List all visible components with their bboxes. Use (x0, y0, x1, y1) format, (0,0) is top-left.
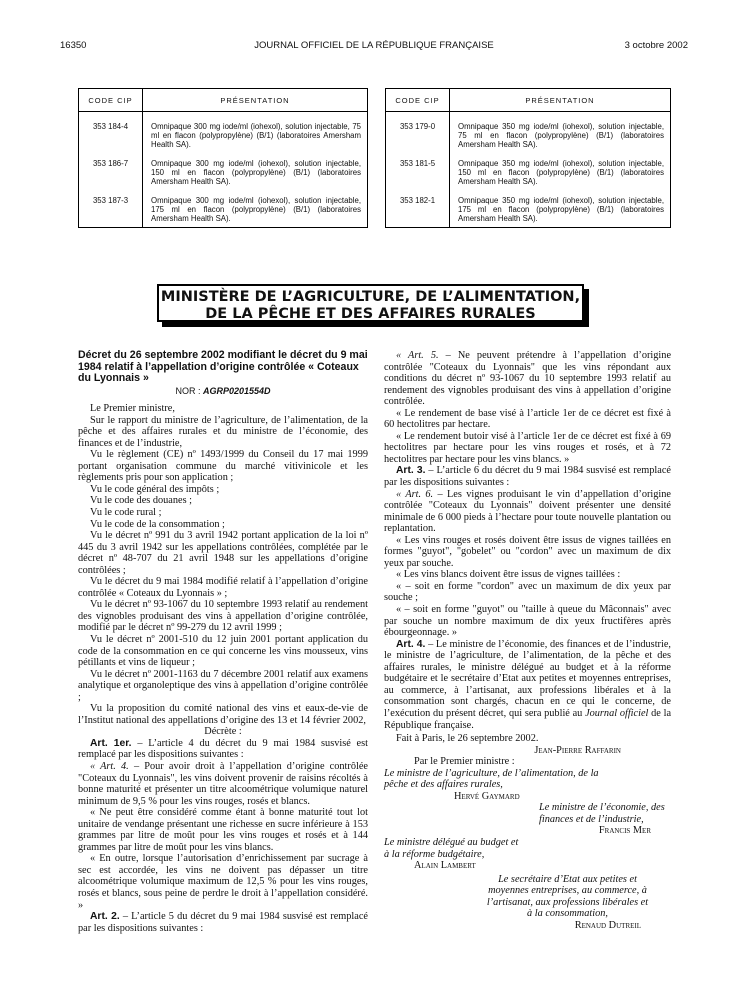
paragraph: Vu le décret nº 2001-1163 du 7 décembre 2001 relatif aux examens analytique et organoleptique des vins à appellation d’origine contrôlée ; (78, 668, 368, 703)
fait-a-paris: Fait à Paris, le 26 septembre 2002. (396, 733, 539, 745)
paragraph: « Le rendement butoir visé à l’article 1er de ce décret est fixé à 69 hectolitres par hectare pour les vins rouges et rosés, et à 72 hectolitres par hectare pour les vins blancs. » (384, 430, 671, 465)
signature-pm: Jean-Pierre Raffarin (534, 744, 621, 756)
signatory-title: Le ministre délégué au budget et à la réforme budgétaire, (384, 836, 519, 860)
paragraph: « Les vins rouges et rosés doivent être issus de vignes taillées en formes "guyot", "gobelet" ou "cordon" avec un maximum de dix yeux par souche. (384, 534, 671, 569)
paragraph: Vu le code des douanes ; (90, 495, 193, 507)
page-header (60, 40, 688, 54)
paragraph: « – soit en forme "cordon" avec un maximum de dix yeux par souche ; (384, 580, 671, 604)
cip-table-right (385, 88, 671, 228)
signatory-title: Le secrétaire d’Etat aux petites et moyennes entreprises, au commerce, à l’artisanat, aux professions libérales et à la consommation, (486, 873, 649, 920)
column-header-code: CODE CIP (386, 89, 450, 112)
paragraph: Vu la proposition du comité national des vins et eaux-de-vie de l’Institut national des appellations d’origine des 13 et 14 février 2002, (78, 703, 368, 726)
issue-date: 3 octobre 2002 (624, 40, 688, 51)
paragraph: « Les vins blancs doivent être issus de vignes taillées : (396, 569, 621, 581)
paragraph: Vu le décret nº 93-1067 du 10 septembre 1993 relatif au rendement des vignobles produisant des vins à appellation d’origine contrôlée, modifié par le décret nº 99-279 du 12 avril 1999 ; (78, 599, 368, 634)
cip-table-left (78, 88, 368, 228)
paragraph: Sur le rapport du ministre de l’agriculture, de l’alimentation, de la pêche et des affaires rurales et du ministre de l’économie, des finances et de l’industrie, (78, 414, 368, 449)
table-row: 353 179-0 Omnipaque 350 mg iode/ml (iohexol), solution injectable, 75 ml en flacon (polypropylène) (B/1) (laboratoires Amersham Health SA). (386, 112, 671, 150)
signatory-title: Le ministre de l’agriculture, de l’alimentation, de la pêche et des affaires rurales, (384, 767, 599, 791)
table-row: 353 187-3 Omnipaque 300 mg iode/ml (iohexol), solution injectable, 175 ml en flacon (polypropylène) (B/1) (laboratoires Amersham Health SA). (79, 186, 368, 228)
table-row: 353 181-5 Omnipaque 350 mg iode/ml (iohexol), solution injectable, 150 ml en flacon (polypropylène) (B/1) (laboratoires Amersham Health SA). (386, 149, 671, 186)
article-4-execution: Art. 4. – Le ministre de l’économie, des finances et de l’industrie, le ministre de l’agriculture, de l’alimentation, de la pêche et des affaires rurales, le ministre délégué au budget et à la réforme budgétaire et le secrétaire d’Etat aux petites et moyennes entreprises, au commerce, à l’artisanat, aux professions libérales et à la consommation sont chargés, chacun en ce qui le concerne, de l’exécution du présent décret, qui sera publié au Journal officiel de la République française. (384, 638, 672, 731)
signature-budget: Alain Lambert (414, 860, 476, 872)
signatory-title: Le ministre de l’économie, des finances et de l’industrie, (539, 802, 665, 825)
right-column (384, 350, 671, 931)
ministry-heading: MINISTÈRE DE L’AGRICULTURE, DE L’ALIMENTATION, DE LA PÊCHE ET DES AFFAIRES RURALES (157, 284, 584, 322)
signature-agriculture: Hervé Gaymard (454, 790, 520, 802)
table-row: 353 186-7 Omnipaque 300 mg iode/ml (iohexol), solution injectable, 150 ml en flacon (polypropylène) (B/1) (laboratoires Amersham Health SA). (79, 149, 368, 186)
column-header-presentation: PRÉSENTATION (143, 89, 368, 112)
table-row: 353 182-1 Omnipaque 350 mg iode/ml (iohexol), solution injectable, 175 ml en flacon (polypropylène) (B/1) (laboratoires Amersham Health SA). (386, 186, 671, 228)
paragraph: « Le rendement de base visé à l’article 1er de ce décret est fixé à 60 hectolitres par hectare. (384, 407, 671, 431)
article-4-quoted: « Art. 4. – Pour avoir droit à l’appellation d’origine contrôlée "Coteaux du Lyonnais", les vins doivent provenir de raisins récoltés à bonne maturité et présenter un titre alcoométrique volumique naturel minimum de 9,5 % pour les vins rouges, rosés et blancs. (78, 761, 368, 807)
paragraph: Vu le code général des impôts ; (90, 483, 220, 495)
nor-reference: NOR : AGRP0201554D (175, 385, 271, 396)
paragraph: Vu le code rural ; (90, 506, 162, 518)
article-2: Art. 2. – L’article 5 du décret du 9 mai 1984 susvisé est remplacé par les dispositions suivantes : (78, 911, 369, 934)
table-row: 353 184-4 Omnipaque 300 mg iode/ml (iohexol), solution injectable, 75 ml en flacon (polypropylène) (B/1) (laboratoires Amersham Health SA). (79, 112, 368, 150)
decrete-line: Décrète : (204, 726, 242, 738)
article-1: Art. 1er. – L’article 4 du décret du 9 mai 1984 susvisé est remplacé par les dispositions suivantes : (78, 737, 368, 761)
paragraph: « – soit en forme "guyot" ou "taille à queue du Mâconnais" avec par souche un nombre maximum de dix yeux fructifères après ébourgeonnage. » (384, 604, 671, 639)
paragraph: Vu le code de la consommation ; (90, 518, 225, 530)
journal-title: JOURNAL OFFICIEL DE LA RÉPUBLIQUE FRANÇAISE (254, 40, 494, 51)
paragraph: « En outre, lorsque l’autorisation d’enrichissement par sucrage à sec est accordée, les vins ne doivent pas dépasser un titre alcoométrique volumique maximum de 12,5 % pour les vins rouges, rosés et blancs, sous peine de perdre le droit à l’appellation considéré. » (78, 853, 368, 911)
paragraph: Vu le décret nº 991 du 3 avril 1942 portant application de la loi nº 445 du 3 avril 1942 sur les appellations contrôlées, complétée par le décret nº 48-707 du 21 avril 1948 sur les appellations d’origine contrôlées ; (78, 530, 368, 576)
par-le-premier-ministre: Par le Premier ministre : (414, 756, 515, 768)
paragraph: Le Premier ministre, (90, 403, 175, 415)
paragraph: Vu le règlement (CE) nº 1493/1999 du Conseil du 17 mai 1999 portant organisation commune du marché vitivinicole et les règlements pris pour son application ; (78, 449, 368, 484)
article-3: Art. 3. – L’article 6 du décret du 9 mai 1984 susvisé est remplacé par les dispositions suivantes : (384, 465, 671, 489)
column-header-presentation: PRÉSENTATION (450, 89, 671, 112)
signature-secretaire: Renaud Dutreil (574, 919, 641, 931)
paragraph: Vu le décret nº 2001-510 du 12 juin 2001 portant application du code de la consommation en ce qui concerne les vins mousseux, vins pétillants et vins de liqueur ; (78, 633, 368, 669)
column-header-code: CODE CIP (79, 89, 143, 112)
signature-economie: Francis Mer (598, 825, 651, 837)
left-column (78, 350, 368, 934)
page-number: 16350 (60, 40, 87, 51)
paragraph: « Ne peut être considéré comme étant à bonne maturité tout lot unitaire de vendange présentant une richesse en sucre inférieure à 153 grammes par litre de moût pour les vins rouges et rosés et à 144 grammes par litre de moût pour les vins blancs. (78, 807, 368, 853)
article-5-quoted: « Art. 5. – Ne peuvent prétendre à l’appellation d’origine contrôlée "Coteaux du Lyonnais" que les vins répondant aux conditions du décret nº 93-1067 du 10 septembre 1993 relatif au rendement des vignobles produisant des vins à appellation d’origine contrôlée. (384, 350, 672, 408)
paragraph: Vu le décret du 9 mai 1984 modifié relatif à l’appellation d’origine contrôlée « Coteaux du Lyonnais » ; (78, 576, 368, 599)
article-6-quoted: « Art. 6. – Les vignes produisant le vin d’appellation d’origine contrôlée "Coteaux du Lyonnais" doivent présenter une densité minimale de 6 000 pieds à l’hectare pour toute nouvelle plantation ou replantation. (384, 488, 671, 535)
decree-title: Décret du 26 septembre 2002 modifiant le décret du 9 mai 1984 relatif à l’appellation d’origine contrôlée « Coteaux du Lyonnais » (78, 349, 368, 384)
